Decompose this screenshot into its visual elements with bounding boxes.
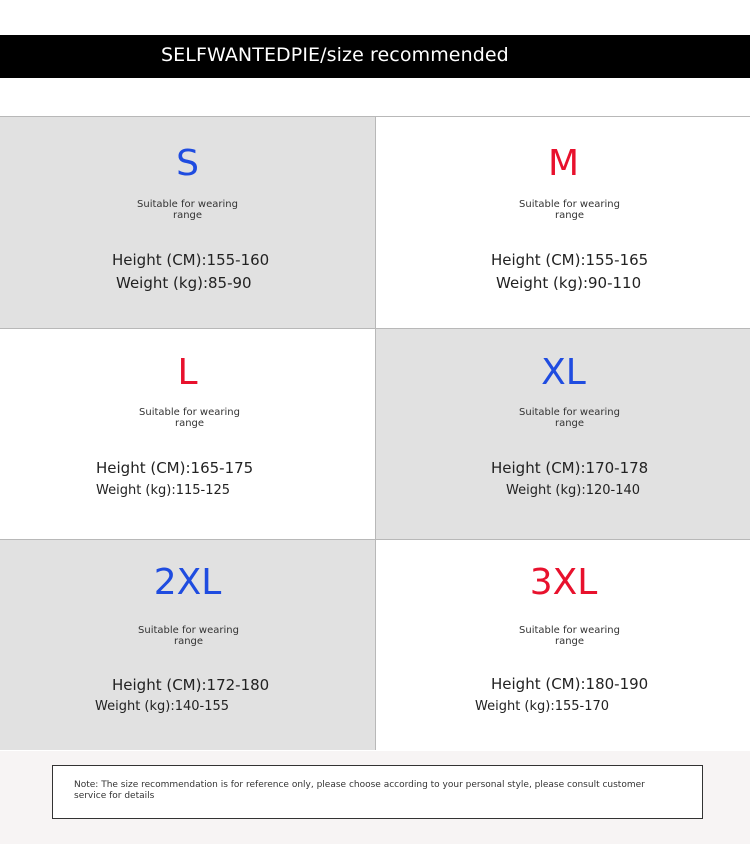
note-text: Note: The size recommendation is for reference only, please choose according to your personal style, please consult customer service for details bbox=[74, 780, 645, 801]
height-range: Height (CM):165-175 bbox=[96, 459, 254, 477]
height-range: Height (CM):170-178 bbox=[491, 459, 649, 477]
size-label: L bbox=[177, 352, 198, 393]
size-grid bbox=[0, 116, 750, 750]
range-label: Suitable for wearing range bbox=[519, 199, 620, 221]
weight-range: Weight (kg):85-90 bbox=[116, 274, 252, 292]
size-card-m bbox=[375, 117, 750, 328]
size-card-xl bbox=[375, 328, 750, 539]
note-section bbox=[0, 751, 750, 844]
size-label: M bbox=[547, 143, 580, 184]
size-label: 3XL bbox=[529, 562, 598, 603]
size-label: S bbox=[176, 143, 199, 184]
height-range: Height (CM):172-180 bbox=[112, 676, 270, 694]
weight-range: Weight (kg):155-170 bbox=[475, 699, 610, 714]
weight-range: Weight (kg):120-140 bbox=[506, 483, 641, 498]
range-label: Suitable for wearing range bbox=[137, 199, 238, 221]
range-label: Suitable for wearing range bbox=[138, 625, 239, 647]
size-card-l bbox=[0, 328, 375, 539]
size-label: 2XL bbox=[153, 562, 222, 603]
range-label: Suitable for wearing range bbox=[519, 625, 620, 647]
size-card-3xl bbox=[375, 539, 750, 750]
range-label: Suitable for wearing range bbox=[519, 407, 620, 429]
range-label: Suitable for wearing range bbox=[139, 407, 240, 429]
page-title: SELFWANTEDPIE/size recommended bbox=[161, 44, 509, 66]
weight-range: Weight (kg):90-110 bbox=[496, 274, 642, 292]
weight-range: Weight (kg):140-155 bbox=[95, 699, 230, 714]
weight-range: Weight (kg):115-125 bbox=[96, 483, 231, 498]
height-range: Height (CM):180-190 bbox=[491, 675, 649, 693]
header-bar bbox=[0, 35, 750, 78]
size-card-2xl bbox=[0, 539, 375, 750]
height-range: Height (CM):155-160 bbox=[112, 251, 270, 269]
note-box bbox=[52, 765, 703, 819]
size-card-s bbox=[0, 117, 375, 328]
height-range: Height (CM):155-165 bbox=[491, 251, 649, 269]
size-label: XL bbox=[541, 352, 586, 393]
